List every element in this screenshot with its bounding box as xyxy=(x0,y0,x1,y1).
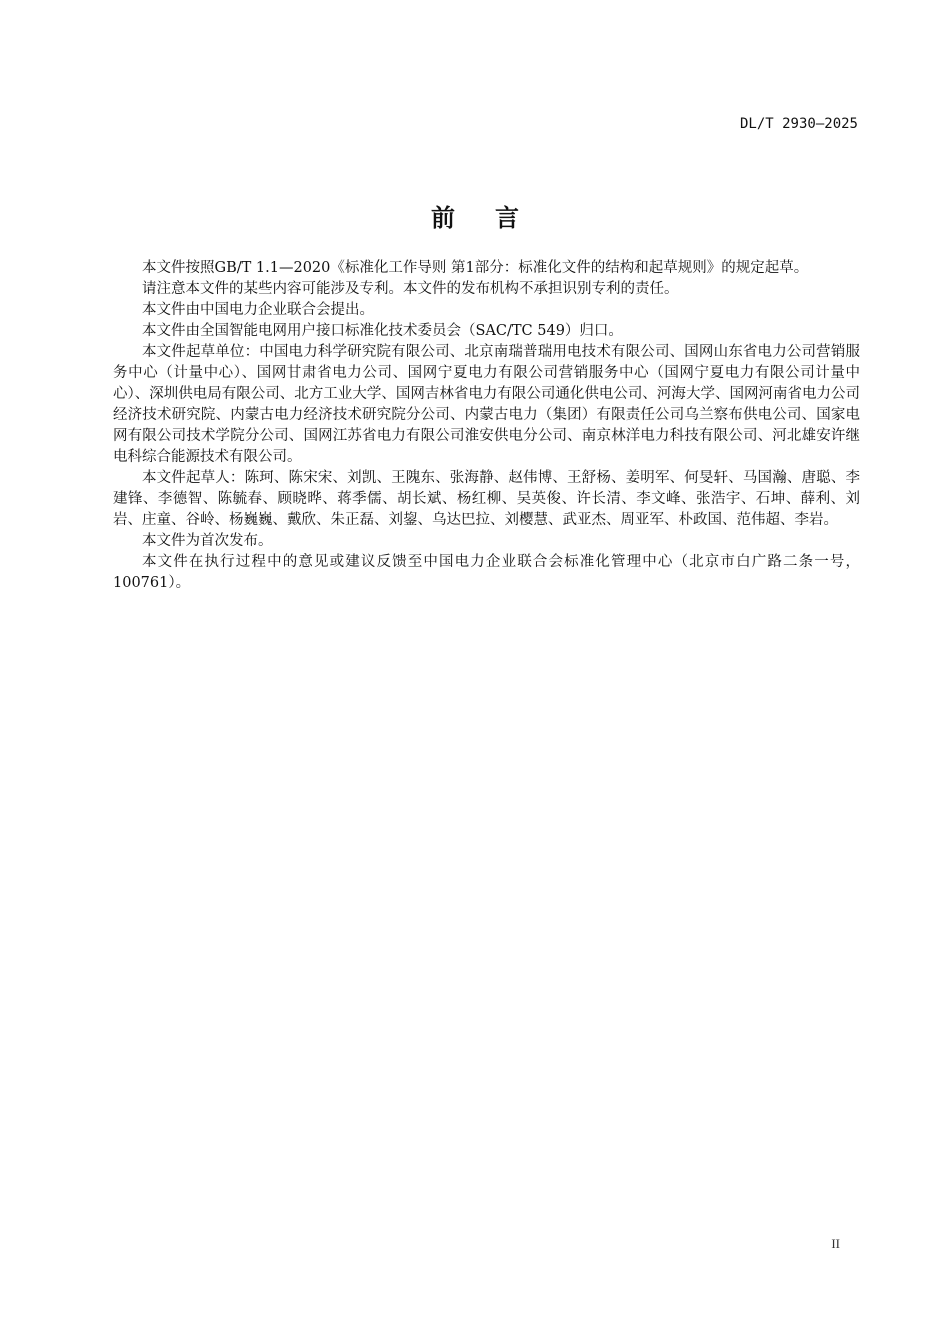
paragraph-standard-basis: 本文件按照GB/T 1.1—2020《标准化工作导则 第1部分：标准化文件的结构和起草规则》的规定起草。 xyxy=(142,260,809,276)
page-number: II xyxy=(831,1236,840,1251)
page-title: 前言 xyxy=(431,204,559,232)
document-code: DL/T 2930—2025 xyxy=(739,116,858,132)
paragraph-feedback: 本文件在执行过程中的意见或建议反馈至中国电力企业联合会标准化管理中心（北京市白广路二条一号，100761）。 xyxy=(113,554,860,591)
paragraph-drafting-units: 本文件起草单位：中国电力科学研究院有限公司、北京南瑞普瑞用电技术有限公司、国网山东省电力公司营销服务中心（计量中心）、国网甘肃省电力公司、国网宁夏电力有限公司营销服务中心（国网宁夏电力有限公司计量中心）、深圳供电局有限公司、北方工业大学、国网吉林省电力有限公司通化供电公司、河海大学、国网河南省电力公司经济技术研究院、内蒙古电力经济技术研究院分公司、内蒙古电力（集团）有限责任公司乌兰察布供电公司、国家电网有限公司技术学院分公司、国网江苏省电力有限公司淮安供电分公司、南京林洋电力科技有限公司、河北雄安许继电科综合能源技术有限公司。 xyxy=(113,344,860,465)
foreword-body xyxy=(113,258,860,594)
paragraph-technical-committee: 本文件由全国智能电网用户接口标准化技术委员会（SAC/TC 549）归口。 xyxy=(142,323,623,339)
paragraph-proposer: 本文件由中国电力企业联合会提出。 xyxy=(142,302,374,318)
paragraph-patent-notice: 请注意本文件的某些内容可能涉及专利。本文件的发布机构不承担识别专利的责任。 xyxy=(142,281,679,297)
paragraph-first-release: 本文件为首次发布。 xyxy=(142,533,273,549)
paragraph-drafters: 本文件起草人：陈珂、陈宋宋、刘凯、王隗东、张海静、赵伟博、王舒杨、姜明军、何旻轩、马国瀚、唐聪、李建锋、李德智、陈毓春、顾晓晔、蒋季儒、胡长斌、杨红柳、吴英俊、许长清、李文峰、张浩宇、石坤、薛利、刘岩、庄童、谷岭、杨巍巍、戴欣、朱正磊、刘鋆、乌达巴拉、刘樱慧、武亚杰、周亚军、朴政国、范伟超、李岩。 xyxy=(113,470,860,528)
